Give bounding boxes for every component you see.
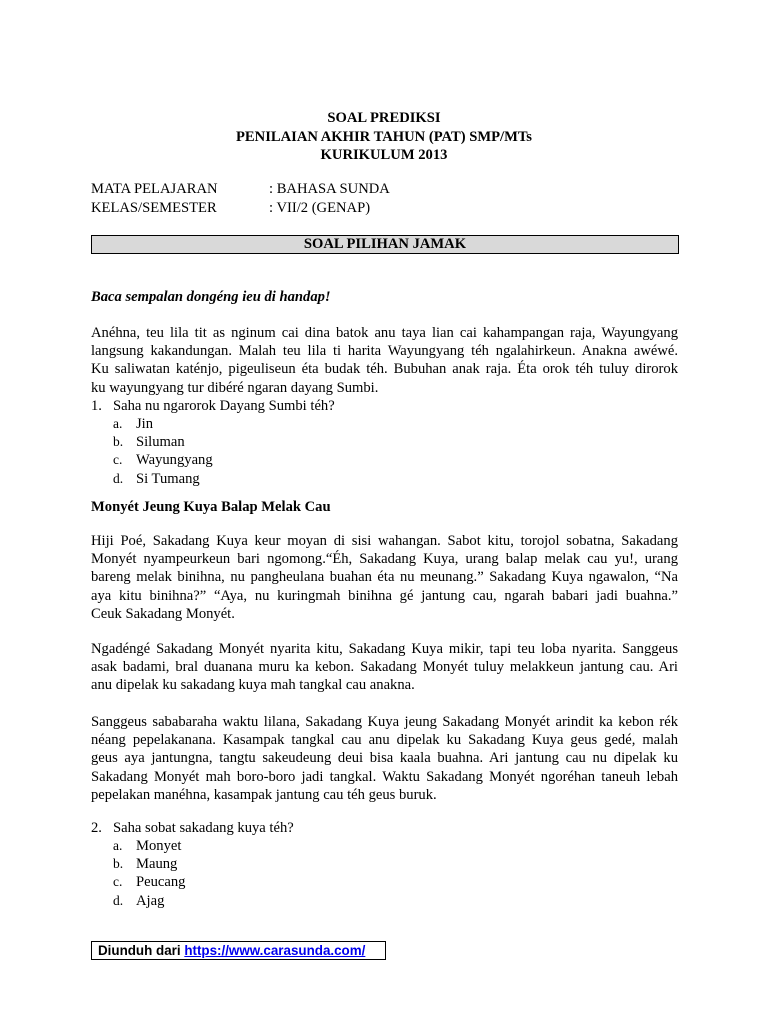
passage-line: Ku saliwatan katénjo, pigeuliseun éta budak téh. Bubuhan anak raja. Éta orok téh tuluy dirorok — [91, 361, 678, 378]
option-b — [113, 855, 185, 873]
passage-line: aya kitu binihna?” “Aya, nu kuringmah binihna gé jantung cau, ngarah babari jadi buahna.” — [91, 587, 678, 604]
question-number: 2. — [91, 820, 102, 836]
option-text: Ajag — [136, 892, 165, 909]
header-curriculum: KURIKULUM 2013 — [320, 147, 448, 163]
passage-line: geus aya jantungna, tangtu sakeudeung deui bisa kaala buahna. Ari jantung cau nu dipelak ku — [91, 750, 678, 767]
option-text: Wayungyang — [136, 452, 213, 469]
class-value: : VII/2 (GENAP) — [269, 199, 371, 216]
passage-line: Anéhna, teu lila tit as nginum cai dina batok anu taya lian cai kahampangan raja, Wayungyang — [91, 325, 678, 341]
option-letter: d. — [113, 470, 124, 486]
passage-1 — [91, 324, 678, 397]
passage-4 — [91, 713, 678, 804]
option-text: Siluman — [136, 434, 185, 451]
option-letter: c. — [113, 874, 123, 890]
option-c — [113, 873, 185, 891]
header-subtitle: PENILAIAN AKHIR TAHUN (PAT) SMP/MTs — [236, 128, 532, 145]
passage-line: langsung kakandungan. Malah teu lila ti harita Wayungyang téh ngalahirkeun. Anakna awéwé. — [91, 343, 678, 360]
passage-line: Ceuk Sakadang Monyét. — [91, 605, 235, 622]
passage-line: Ngadéngé Sakadang Monyét nyarita kitu, Sakadang Kuya mikir, tapi teu loba nyarita. Sanggeus — [91, 641, 678, 657]
option-text: Jin — [136, 416, 154, 432]
option-letter: b. — [113, 856, 124, 872]
option-a — [113, 837, 185, 855]
question-2 — [91, 819, 294, 837]
passage-line: Monyét nyampeurkeun bari ngomong.“Éh, Sakadang Kuya, urang balap melak cau yu!, urang — [91, 551, 678, 568]
option-c — [113, 451, 213, 469]
passage-line: ku wayungyang tur dibéré ngaran dayang Sumbi. — [91, 379, 379, 396]
passage-line: anu dipelak ku sakadang kuya mah tangkal cau anakna. — [91, 677, 415, 694]
option-letter: c. — [113, 452, 123, 468]
question-1-options — [113, 415, 213, 488]
passage-line: pepelakan manéhna, kasampak jantung cau téh geus buruk. — [91, 786, 437, 803]
option-letter: a. — [113, 416, 123, 431]
passage-line: Sakadang Monyét mah boro-boro jadi tangkal. Waktu Sakadang Monyét ngoréhan taneuh lebah — [91, 768, 678, 785]
header-title: SOAL PREDIKSI — [327, 110, 441, 126]
option-a — [113, 415, 213, 433]
passage-line: bareng melak binihna, nu pangheulana buahan éta nu meunang.” Sakadang Kuya ngawalon, “Na — [91, 569, 678, 586]
option-text: Peucang — [136, 874, 186, 891]
footer-label: Diunduh dari — [98, 943, 181, 958]
passage-line: Sanggeus sababaraha waktu lilana, Sakadang Kuya jeung Sakadang Monyét arindit ka kebon rék — [91, 714, 678, 730]
option-letter: d. — [113, 892, 124, 908]
class-label: KELAS/SEMESTER — [91, 199, 217, 216]
subject-label: MATA PELAJARAN — [91, 181, 218, 197]
passage-line: néang pepelakanana. Kasampak tangkal cau anu dipelak ku Sakadang Kuya geus gedé, malah — [91, 732, 678, 749]
passage-line: asak badami, bral duanana muru ka kebon. Sakadang Monyét tuluy melakkeun jantung cau. Ari — [91, 659, 678, 676]
option-d — [113, 470, 213, 488]
footer-link[interactable]: https://www.carasunda.com/ — [184, 943, 366, 958]
reading-instruction: Baca sempalan dongéng ieu di handap! — [91, 289, 331, 305]
passage-2 — [91, 532, 678, 623]
subject-info — [91, 180, 390, 217]
passage-line: Hiji Poé, Sakadang Kuya keur moyan di sisi wahangan. Sabot kitu, torojol sobatna, Sakadang — [91, 533, 678, 549]
option-text: Monyet — [136, 838, 182, 854]
option-letter: a. — [113, 838, 123, 853]
question-number: 1. — [91, 398, 102, 414]
subject-row — [91, 180, 390, 199]
passage-3 — [91, 640, 678, 695]
download-footer — [91, 941, 386, 960]
question-text: Saha sobat sakadang kuya téh? — [113, 820, 294, 836]
story-title: Monyét Jeung Kuya Balap Melak Cau — [91, 499, 331, 515]
option-b — [113, 433, 213, 451]
option-d — [113, 892, 185, 910]
class-row — [91, 199, 390, 218]
question-1 — [91, 397, 335, 415]
option-text: Maung — [136, 856, 178, 873]
section-title: SOAL PILIHAN JAMAK — [91, 235, 679, 254]
question-text: Saha nu ngarorok Dayang Sumbi téh? — [113, 398, 335, 414]
option-text: Si Tumang — [136, 470, 200, 487]
subject-value: : BAHASA SUNDA — [269, 181, 390, 197]
question-2-options — [113, 837, 185, 910]
document-header — [0, 109, 768, 165]
option-letter: b. — [113, 434, 124, 450]
